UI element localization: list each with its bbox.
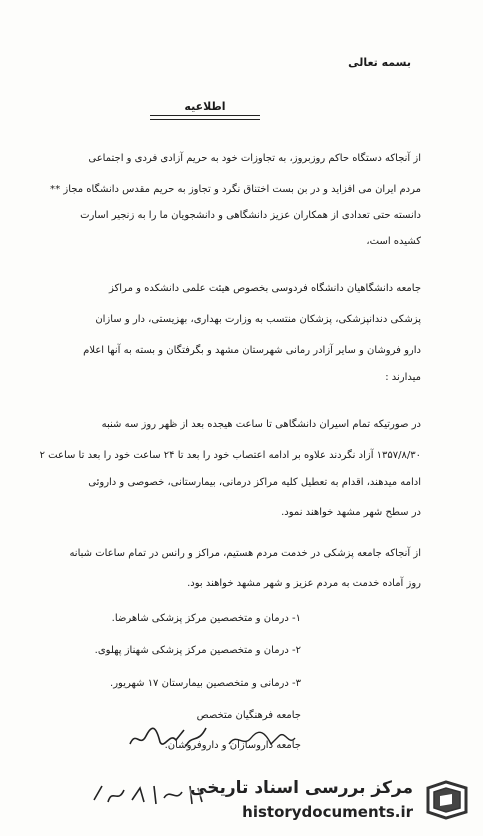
title-underline-2	[150, 119, 260, 120]
watermark-title: مرکز بررسی اسناد تاریخی	[190, 778, 413, 798]
body-line-6: پزشکی دندانپزشکی، پزشکان منتسب به وزارت بهداری، بهزیستی، دار و سازان	[95, 314, 421, 325]
body-line-11: ادامه میدهند، اقدام به تعطیل کلیه مراکز درمانی، بیمارستانی، خصوصی و داروئی	[88, 477, 421, 488]
body-line-10: ۱۳۵۷/۸/۳۰ آزاد نگردند علاوه بر ادامه اعتصاب خود را بعد تا ۲۴ ساعت خود را بعد تا ساعت ۲	[39, 450, 421, 461]
list-item-4: جامعه فرهنگیان متخصص	[196, 710, 301, 721]
body-line-9: در صورتیکه تمام اسیران دانشگاهی تا ساعت هیجده بعد از ظهر روز سه شنبه	[101, 419, 421, 430]
list-item-1: ۱- درمان و متخصصین مرکز پزشکی شاهرضا.	[111, 613, 301, 624]
body-line-4: کشیده است،	[366, 236, 421, 247]
archive-logo-icon	[422, 776, 472, 822]
asterisk-mark: *	[50, 184, 55, 195]
signature-scribble-left	[126, 722, 214, 752]
body-line-7: دارو فروشان و سایر آزادر رمانی شهرستان مشهد و بگرفتگان و بسته به آنها اعلام	[83, 345, 421, 356]
body-line-5: جامعه دانشگاهیان دانشگاه فردوسی بخصوص هیئت علمی دانشکده و مراکز	[109, 283, 421, 294]
body-line-2: مردم ایران می افزاید و در بن بست اختناق نگرد و تجاوز به حریم مقدس دانشگاه مجاز *	[55, 184, 421, 195]
list-item-5: جامعه داروسازان و داروفروشان.	[164, 740, 301, 751]
watermark-url: historydocuments.ir	[242, 803, 413, 821]
document-title: اطلاعیه	[184, 100, 226, 113]
salutation: بسمه تعالی	[348, 56, 411, 69]
body-line-8: میدارند :	[385, 372, 421, 383]
title-underline	[150, 115, 260, 116]
body-line-13: از آنجاکه جامعه پزشکی در خدمت مردم هستیم، مراکز و رانس در تمام ساعات شبانه	[69, 548, 421, 559]
body-line-3: دانسته حتی تعدادی از همکاران عزیز دانشگاهی و دانشجویان ما را به زنجیر اسارت	[80, 210, 421, 221]
body-line-12: در سطح شهر مشهد خواهند نمود.	[281, 507, 421, 518]
title-block	[150, 100, 260, 120]
list-item-3: ۳- درمانی و متخصصین بیمارستان ۱۷ شهریور.	[110, 678, 301, 689]
body-line-14: روز آماده خدمت به مردم عزیز و شهر مشهد خواهند بود.	[187, 578, 421, 589]
body-line-1: از آنجاکه دستگاه حاکم روزبروز، به تجاوزات خود به حریم آزادی فردی و اجتماعی	[88, 153, 421, 164]
signature-scribble-right	[225, 726, 297, 752]
list-item-2: ۲- درمان و متخصصین مرکز پزشکی شهناز پهلوی.	[94, 645, 301, 656]
